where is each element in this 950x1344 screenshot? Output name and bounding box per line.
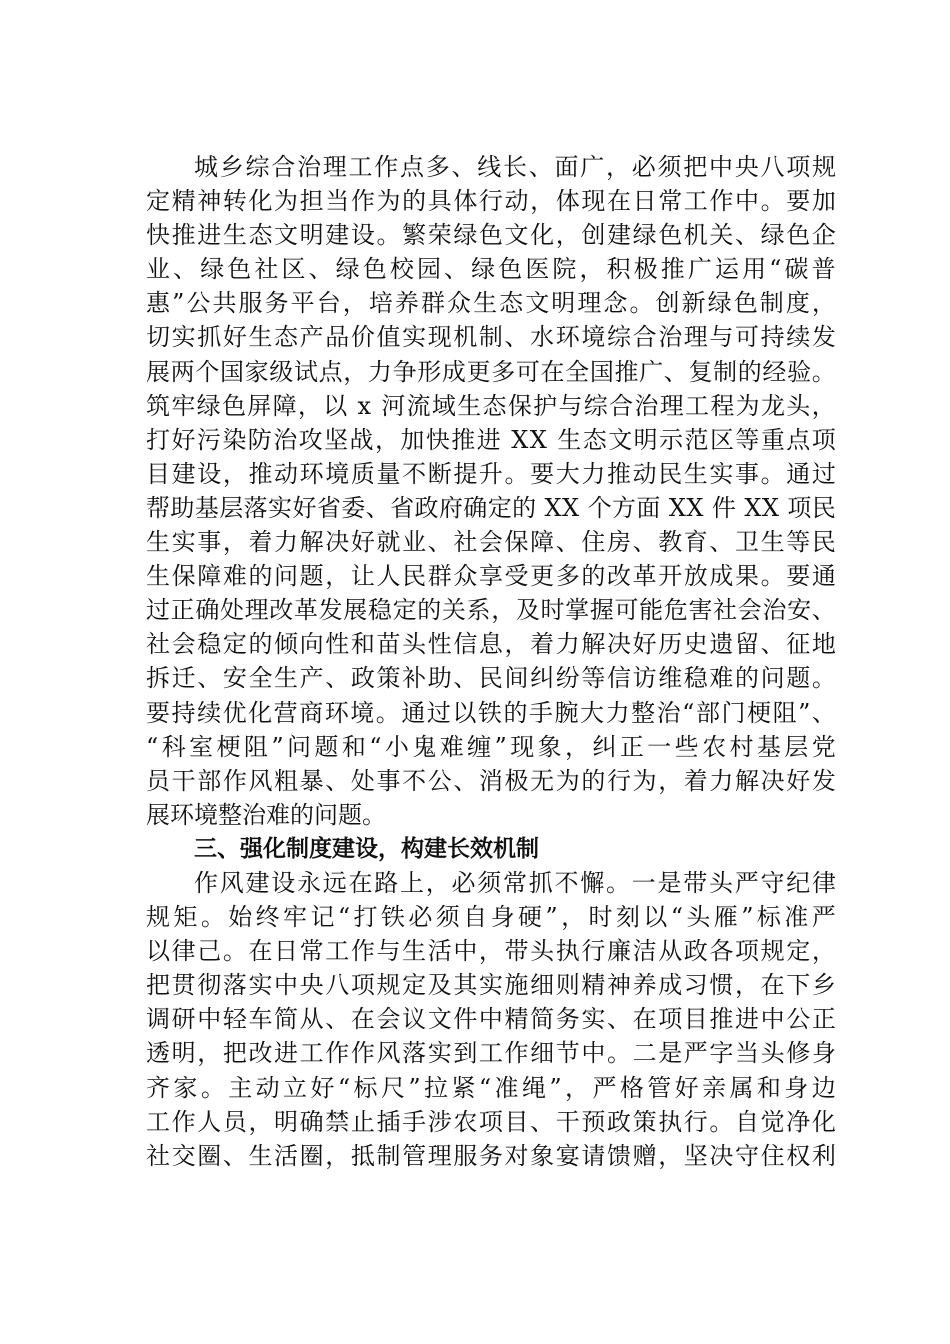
text-line: 工 作 人 员 ， 明 确 禁 止 插 手 涉 农 项 目 、 干 预 政 策 执 行 。 自 觉 净 化 — [146, 1107, 836, 1136]
text-line: 筑 牢 绿 色 屏 障 ， 以 x 河 流 域 生 态 保 护 与 综 合 治 理 工 程 为 龙 头 ， — [146, 391, 836, 420]
document-body — [146, 150, 836, 1173]
text-line: 员 干 部 作 风 粗 暴 、 处 事 不 公 、 消 极 无 为 的 行 为 ， 着 力 解 决 好 发 — [146, 766, 836, 795]
text-line: 拆 迁 、 安 全 生 产 、 政 策 补 助 、 民 间 纠 纷 等 信 访 维 稳 难 的 问 题 。 — [146, 664, 836, 693]
text-line: 惠 ” 公 共 服 务 平 台 ， 培 养 群 众 生 态 文 明 理 念 。 创 新 绿 色 制 度 ， — [146, 289, 836, 318]
text-line: 城 乡 综 合 治 理 工 作 点 多 、 线 长 、 面 广 ， 必 须 把 中 央 八 项 规 — [194, 153, 836, 181]
text-line: 齐 家 。 主 动 立 好 “ 标 尺 ” 拉 紧 “ 准 绳 ” ， 严 格 管 好 亲 属 和 身 边 — [146, 1073, 836, 1102]
text-line: 要 持 续 优 化 营 商 环 境 。 通 过 以 铁 的 手 腕 大 力 整 治 “ 部 门 梗 阻 ” 、 — [146, 698, 836, 727]
text-line: 打 好 污 染 防 治 攻 坚 战 ， 加 快 推 进 X X 生 态 文 明 示 范 区 等 重 点 项 — [146, 425, 836, 454]
text-line: 作 风 建 设 永 远 在 路 上 ， 必 须 常 抓 不 懈 。 一 是 带 头 严 守 纪 律 — [194, 868, 836, 897]
text-line: 规 矩 。 始 终 牢 记 “ 打 铁 必 须 自 身 硬 ” ， 时 刻 以 “ 头 雁 ” 标 准 严 — [146, 903, 836, 932]
text-line: 以 律 己 。 在 日 常 工 作 与 生 活 中 ， 带 头 执 行 廉 洁 从 政 各 项 规 定 ， — [146, 937, 836, 966]
text-line: 生 实 事 ， 着 力 解 决 好 就 业 、 社 会 保 障 、 住 房 、 教 育 、 卫 生 等 民 — [146, 528, 836, 557]
text-line: 展环境整治难的问题。 — [146, 800, 386, 829]
text-line: “ 科 室 梗 阻 ” 问 题 和 “ 小 鬼 难 缠 ” 现 象 ， 纠 正 一 些 农 村 基 层 党 — [146, 732, 836, 761]
text-line: 透 明 ， 把 改 进 工 作 作 风 落 实 到 工 作 细 节 中 。 二 是 严 字 当 头 修 身 — [146, 1039, 836, 1068]
text-line: 定 精 神 转 化 为 担 当 作 为 的 具 体 行 动 ， 体 现 在 日 常 工 作 中 。 要 加 — [146, 187, 836, 216]
text-line: 快 推 进 生 态 文 明 建 设 。 繁 荣 绿 色 文 化 ， 创 建 绿 色 机 关 、 绿 色 企 — [146, 221, 836, 250]
section-heading: 三、强化制度建设，构建长效机制 — [194, 835, 539, 862]
text-line: 调 研 中 轻 车 简 从 、 在 会 议 文 件 中 精 简 务 实 、 在 项 目 推 进 中 公 正 — [146, 1005, 836, 1034]
text-line: 目 建 设 ， 推 动 环 境 质 量 不 断 提 升 。 要 大 力 推 动 民 生 实 事 。 通 过 — [146, 459, 836, 488]
text-line: 业 、 绿 色 社 区 、 绿 色 校 园 、 绿 色 医 院 ， 积 极 推 广 运 用 “ 碳 普 — [146, 255, 836, 284]
text-line: 社 交 圈 、 生 活 圈 ， 抵 制 管 理 服 务 对 象 宴 请 馈 赠 ， 坚 决 守 住 权 利 — [146, 1141, 836, 1170]
text-line: 切 实 抓 好 生 态 产 品 价 值 实 现 机 制 、 水 环 境 综 合 治 理 与 可 持 续 发 — [146, 323, 836, 352]
text-line: 社 会 稳 定 的 倾 向 性 和 苗 头 性 信 息 ， 着 力 解 决 好 历 史 遗 留 、 征 地 — [146, 630, 836, 659]
text-line: 帮 助 基 层 落 实 好 省 委 、 省 政 府 确 定 的 X X 个 方 面 X X 件 X X 项 民 — [146, 493, 836, 522]
text-line: 展 两 个 国 家 级 试 点 ， 力 争 形 成 更 多 可 在 全 国 推 广 、 复 制 的 经 验 。 — [146, 357, 836, 386]
text-line: 把 贯 彻 落 实 中 央 八 项 规 定 及 其 实 施 细 则 精 神 养 成 习 惯 ， 在 下 乡 — [146, 971, 836, 1000]
text-line: 过 正 确 处 理 改 革 发 展 稳 定 的 关 系 ， 及 时 掌 握 可 能 危 害 社 会 治 安 、 — [146, 596, 836, 625]
text-line: 生 保 障 难 的 问 题 ， 让 人 民 群 众 享 受 更 多 的 改 革 开 放 成 果 。 要 通 — [146, 562, 836, 591]
